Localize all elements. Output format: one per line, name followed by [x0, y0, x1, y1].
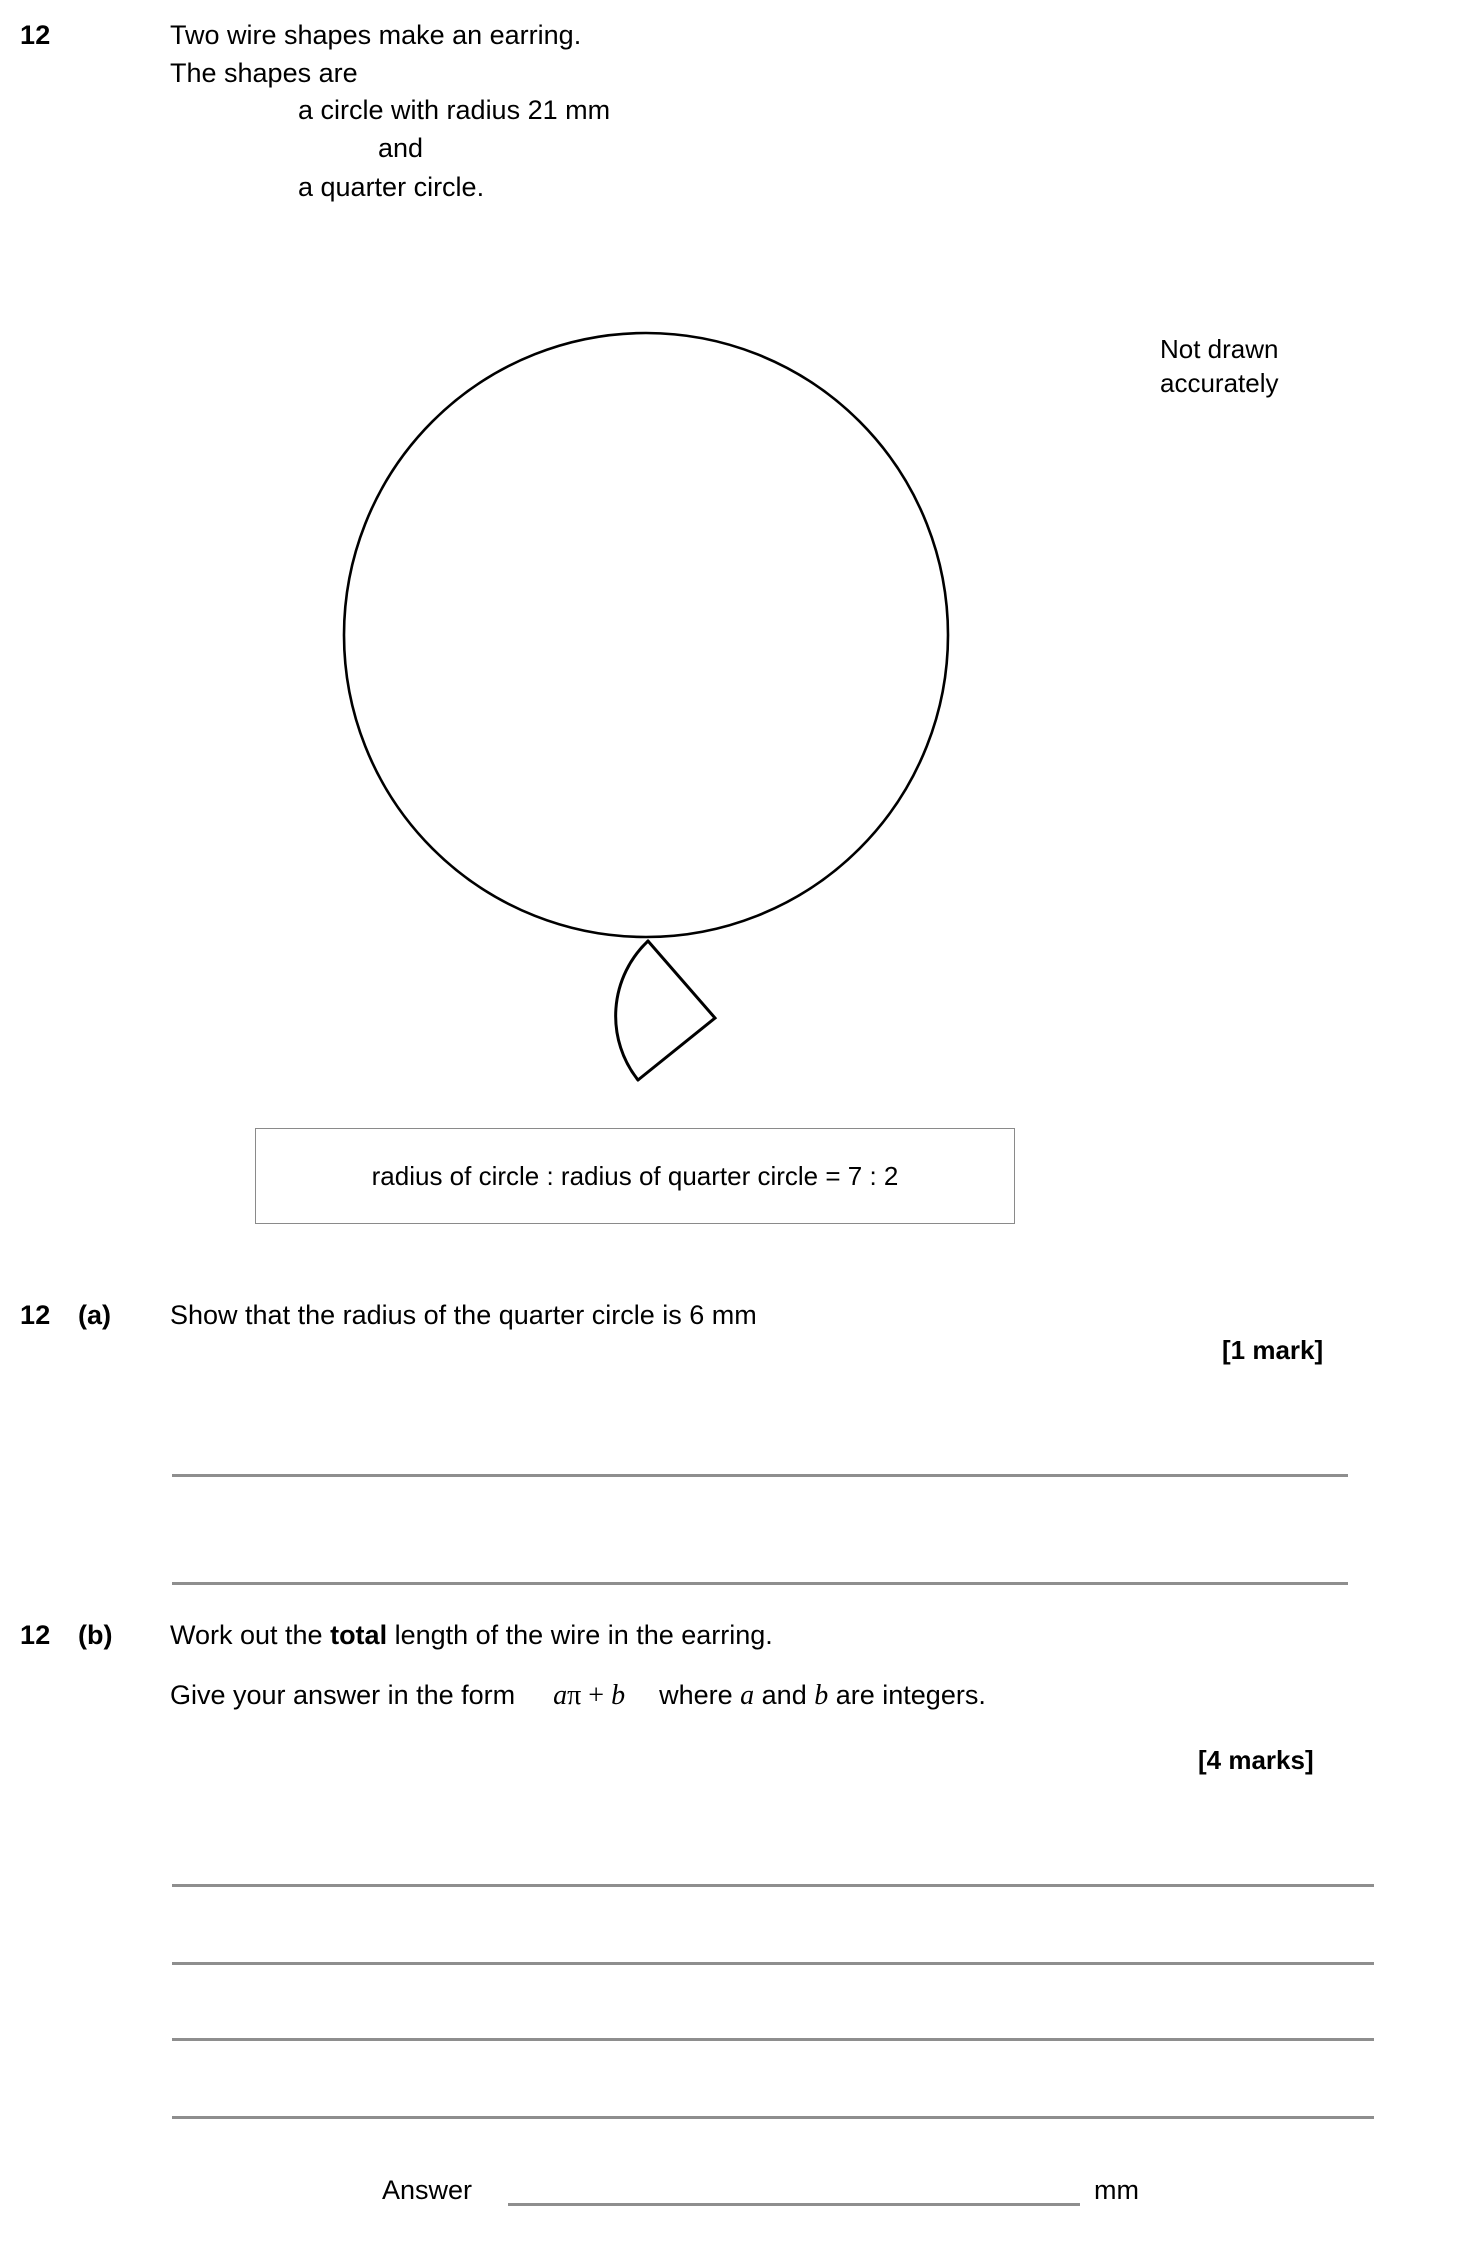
answer-input-field[interactable]	[508, 2172, 1080, 2206]
quarter-circle-radii	[638, 941, 715, 1080]
question-intro-line-2: The shapes are	[170, 58, 358, 88]
part-a-marks: [1 mark]	[1222, 1335, 1324, 1365]
part-b-letter: (b)	[78, 1620, 113, 1650]
answer-form-coefficient-a: a	[553, 1680, 568, 1711]
part-b-answer-line-2[interactable]	[172, 1962, 1374, 1965]
part-a-answer-line-1[interactable]	[172, 1474, 1348, 1477]
part-b-answer-line-4[interactable]	[172, 2116, 1374, 2119]
shape-list-item-quarter-circle: a quarter circle.	[298, 172, 485, 202]
answer-form-plus-symbol: +	[581, 1680, 612, 1711]
not-drawn-accurately-note	[1160, 332, 1279, 400]
not-drawn-accurately-line-2: accurately	[1160, 368, 1279, 398]
part-a-question-number: 12	[20, 1300, 51, 1330]
part-a-answer-line-2[interactable]	[172, 1582, 1348, 1585]
part-b-answer-form-instruction	[170, 1680, 986, 1712]
not-drawn-accurately-line-1: Not drawn	[1160, 334, 1279, 364]
shape-list-item-circle: a circle with radius 21 mm	[298, 95, 611, 125]
question-number: 12	[20, 20, 51, 50]
answer-label: Answer	[382, 2175, 473, 2205]
answer-form-and: and	[761, 1680, 807, 1710]
question-intro-line-1: Two wire shapes make an earring.	[170, 20, 582, 50]
answer-form-variable-a: a	[740, 1680, 755, 1711]
answer-form-constant-b: b	[611, 1680, 626, 1711]
part-b-question-number: 12	[20, 1620, 51, 1650]
answer-form-where: where	[659, 1680, 733, 1710]
answer-form-lead: Give your answer in the form	[170, 1680, 516, 1710]
answer-form-variable-b: b	[814, 1680, 829, 1711]
earring-large-circle-shape	[344, 333, 948, 937]
part-a-prompt: Show that the radius of the quarter circle is 6 mm	[170, 1300, 757, 1330]
quarter-circle-arc	[616, 941, 648, 1080]
ratio-statement-box	[255, 1128, 1015, 1224]
part-b-answer-line-1[interactable]	[172, 1884, 1374, 1887]
earring-diagram	[0, 0, 1476, 1110]
part-b-prompt-bold: total	[330, 1620, 388, 1650]
part-b-prompt-post: length of the wire in the earring.	[387, 1620, 773, 1650]
earring-diagram-svg	[0, 0, 1476, 1110]
ratio-statement-text: radius of circle : radius of quarter circle = 7 : 2	[371, 1160, 899, 1191]
part-b-answer-line-3[interactable]	[172, 2038, 1374, 2041]
part-a-letter: (a)	[78, 1300, 111, 1330]
part-b-prompt-pre: Work out the	[170, 1620, 331, 1650]
shape-list-item-and: and	[378, 133, 424, 163]
answer-form-integers: are integers.	[835, 1680, 986, 1710]
answer-input-underline	[508, 2203, 1080, 2206]
part-b-marks: [4 marks]	[1198, 1745, 1314, 1775]
answer-form-pi-symbol: π	[567, 1680, 582, 1711]
answer-unit-label: mm	[1094, 2175, 1139, 2205]
part-b-prompt	[170, 1620, 773, 1651]
